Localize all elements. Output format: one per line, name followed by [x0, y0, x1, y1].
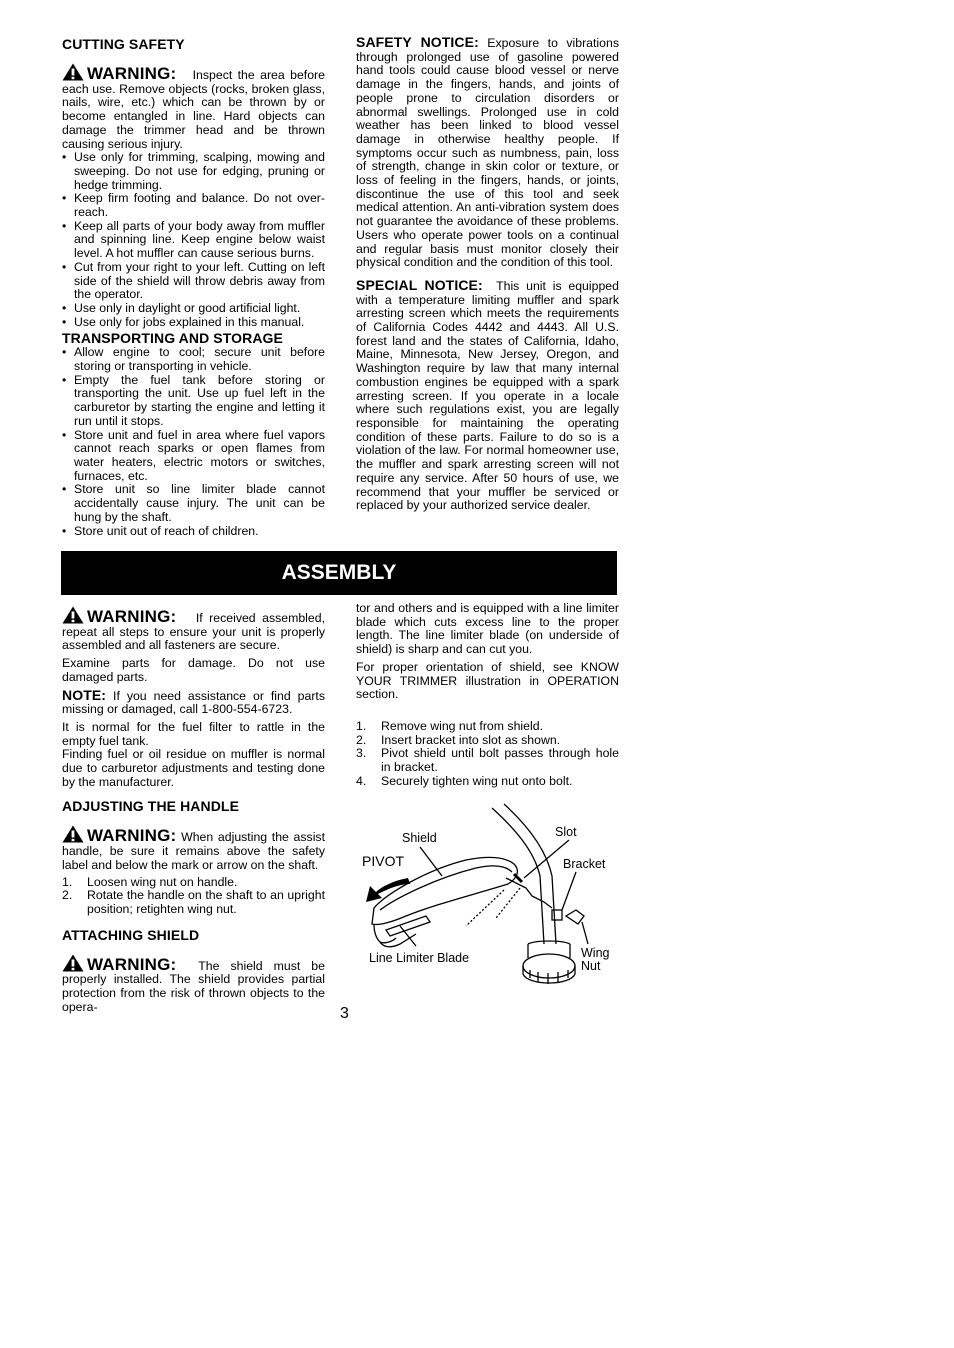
- label-shield: Shield: [402, 831, 437, 845]
- right-column-top: [356, 36, 619, 513]
- safety-notice-label: SAFETY NOTICE:: [356, 34, 479, 50]
- right-column-bottom: [356, 602, 619, 788]
- label-slot: Slot: [555, 825, 577, 839]
- special-notice-text: This unit is equipped with a temperature limiting muffler and spark arresting screen which meets the requirements of California Codes 4442 and 4443. All U.S. forest land and the states of California, Idaho, Maine, Minnesota, New Jersey, Oregon, and Washington require by law that many internal combustion engines be equipped with a spark arresting screen. If you operate in a locale where such regulations exist, you are legally responsible for maintaining the operating condition of these parts. Failure to do so is a violation of the law. For normal homeowner use, the muffler and spark arresting screen will not require any service. After 50 hours of use, we recommend that your muffler be serviced or replaced by your authorized service dealer.: [356, 278, 619, 513]
- list-item: • Allow engine to cool; secure unit before storing or transporting in vehicle.: [62, 345, 325, 374]
- special-notice-label: SPECIAL NOTICE:: [356, 276, 483, 293]
- assembly-warning: [62, 606, 325, 653]
- cutting-safety-warning: [62, 63, 325, 151]
- warning-label: WARNING:: [87, 826, 177, 846]
- attaching-shield-heading: ATTACHING SHIELD: [62, 926, 200, 943]
- safety-notice-text: Exposure to vibrations through prolonged use of gasoline powered hand tools could cause blood vessel or nerve damage in the fingers, hands, and joints of people prone to circulation disorders or abnormal swellings. Prolonged use in cold weather has been linked to blood vessel damage in otherwise healthy people. If symptoms occur such as numbness, pain, loss of strength, change in skin color or texture, or loss of feeling in the fingers, hands, or joints, discontinue the use of this tool and seek medical attention. An anti-vibration system does not guarantee the avoidance of these problems. Users who operate power tools on a continual and regular basis must monitor closely their physical condition and the condition of this tool.: [356, 36, 619, 270]
- residue-paragraph: Finding fuel or oil residue on muffler is normal due to carburetor adjustments and testing done by the manufacturer.: [62, 747, 325, 789]
- label-bracket: Bracket: [563, 857, 606, 871]
- adjusting-handle-steps: [62, 876, 325, 917]
- warning-text: When adjusting the assist handle, be sure it remains above the safety label and below the mark or arrow on the shaft.: [62, 830, 325, 872]
- warning-label: WARNING:: [87, 607, 177, 626]
- list-item: • Keep firm footing and balance. Do not over-reach.: [62, 191, 325, 220]
- warning-label: WARNING:: [87, 64, 177, 83]
- warning-icon: [62, 954, 84, 972]
- warning-icon: [62, 606, 84, 624]
- examine-paragraph: Examine parts for damage. Do not use damaged parts.: [62, 656, 325, 684]
- list-item: • Store unit and fuel in area where fuel vapors cannot reach sparks or open flames from water heaters, electric motors or switches, furnaces, etc.: [62, 427, 325, 483]
- warning-text-part1: The shield must be properly installed. The shield provides partial protection from the risk of thrown objects to the opera-: [62, 958, 325, 1014]
- special-notice: [356, 276, 619, 513]
- transporting-heading: TRANSPORTING AND STORAGE: [62, 330, 283, 347]
- adjusting-handle-heading: ADJUSTING THE HANDLE: [62, 798, 240, 815]
- warning-text: Inspect the area before each use. Remove objects (rocks, broken glass, nails, wire, etc.) which can be thrown by or become entangled in line. Hard objects can damage the trimmer head and be thrown causing serious injury.: [62, 68, 325, 151]
- list-item: • Store unit so line limiter blade cannot accidentally cause injury. The unit can be hung by the shaft.: [62, 482, 325, 524]
- list-item: • Empty the fuel tank before storing or transporting the unit. Use up fuel left in the carburetor by starting the engine and letting it run until it stops.: [62, 372, 325, 428]
- note-label: NOTE:: [62, 686, 107, 703]
- warning-icon: [62, 63, 84, 81]
- list-item: • Use only for jobs explained in this manual.: [62, 314, 305, 329]
- list-item: 1. Remove wing nut from shield.: [356, 718, 543, 733]
- note-text: If you need assistance or find parts missing or damaged, call 1-800-554-6723.: [62, 688, 325, 717]
- list-item: 3. Pivot shield until bolt passes through hole in bracket.: [356, 746, 619, 775]
- shield-assembly-diagram: [356, 798, 622, 998]
- adjusting-handle-warning: [62, 825, 325, 872]
- list-item: • Keep all parts of your body away from muffler and spinning line. Keep engine below waist level. A hot muffler can cause serious burns.: [62, 218, 325, 261]
- warning-icon: [62, 825, 84, 843]
- label-nut: Nut: [581, 959, 601, 973]
- pivot-arrow: [366, 878, 410, 902]
- list-item: 2. Rotate the handle on the shaft to an upright position; retighten wing nut.: [62, 888, 325, 916]
- shield-warning-continued: tor and others and is equipped with a line limiter blade which cuts excess line to the proper length. The line limiter blade (on underside of shield) is sharp and can cut you.: [356, 601, 619, 657]
- wing-nut: [566, 910, 584, 924]
- list-item: • Store unit out of reach of children.: [62, 523, 259, 538]
- label-wing: Wing: [581, 946, 610, 960]
- list-item: 1. Loosen wing nut on handle.: [62, 874, 238, 889]
- list-item: 4. Securely tighten wing nut onto bolt.: [356, 773, 573, 788]
- left-column-top: [62, 36, 325, 538]
- line-limiter-blade: [386, 916, 430, 936]
- warning-label: WARNING:: [87, 954, 177, 974]
- safety-notice: [356, 36, 619, 270]
- orientation-paragraph: For proper orientation of shield, see KNOW YOUR TRIMMER illustration in OPERATION section.: [356, 659, 619, 702]
- transporting-list: [62, 346, 325, 538]
- attaching-shield-steps: [356, 720, 619, 789]
- list-item: 2. Insert bracket into slot as shown.: [356, 732, 561, 747]
- bracket: [506, 878, 552, 908]
- label-pivot: PIVOT: [362, 853, 405, 869]
- label-line-limiter-blade: Line Limiter Blade: [369, 951, 470, 965]
- left-column-bottom: [62, 606, 325, 1014]
- assembly-banner: ASSEMBLY: [61, 551, 617, 595]
- list-item: • Cut from your right to your left. Cutting on left side of the shield will throw debris away from the operator.: [62, 259, 325, 302]
- page-number: 3: [340, 1005, 349, 1022]
- cutting-safety-list: [62, 151, 325, 329]
- attaching-shield-warning: [62, 954, 325, 1015]
- list-item: • Use only for trimming, scalping, mowing and sweeping. Do not use for edging, pruning or hedge trimming.: [62, 150, 325, 192]
- warning-text: If received assembled, repeat all steps to ensure your unit is properly assembled and all fasteners are secure.: [62, 611, 326, 653]
- cutting-safety-heading: CUTTING SAFETY: [62, 36, 185, 52]
- list-item: • Use only in daylight or good artificial light.: [62, 300, 301, 315]
- note-paragraph: [62, 686, 325, 717]
- fuel-filter-paragraph: It is normal for the fuel filter to rattle in the empty fuel tank.: [62, 719, 325, 748]
